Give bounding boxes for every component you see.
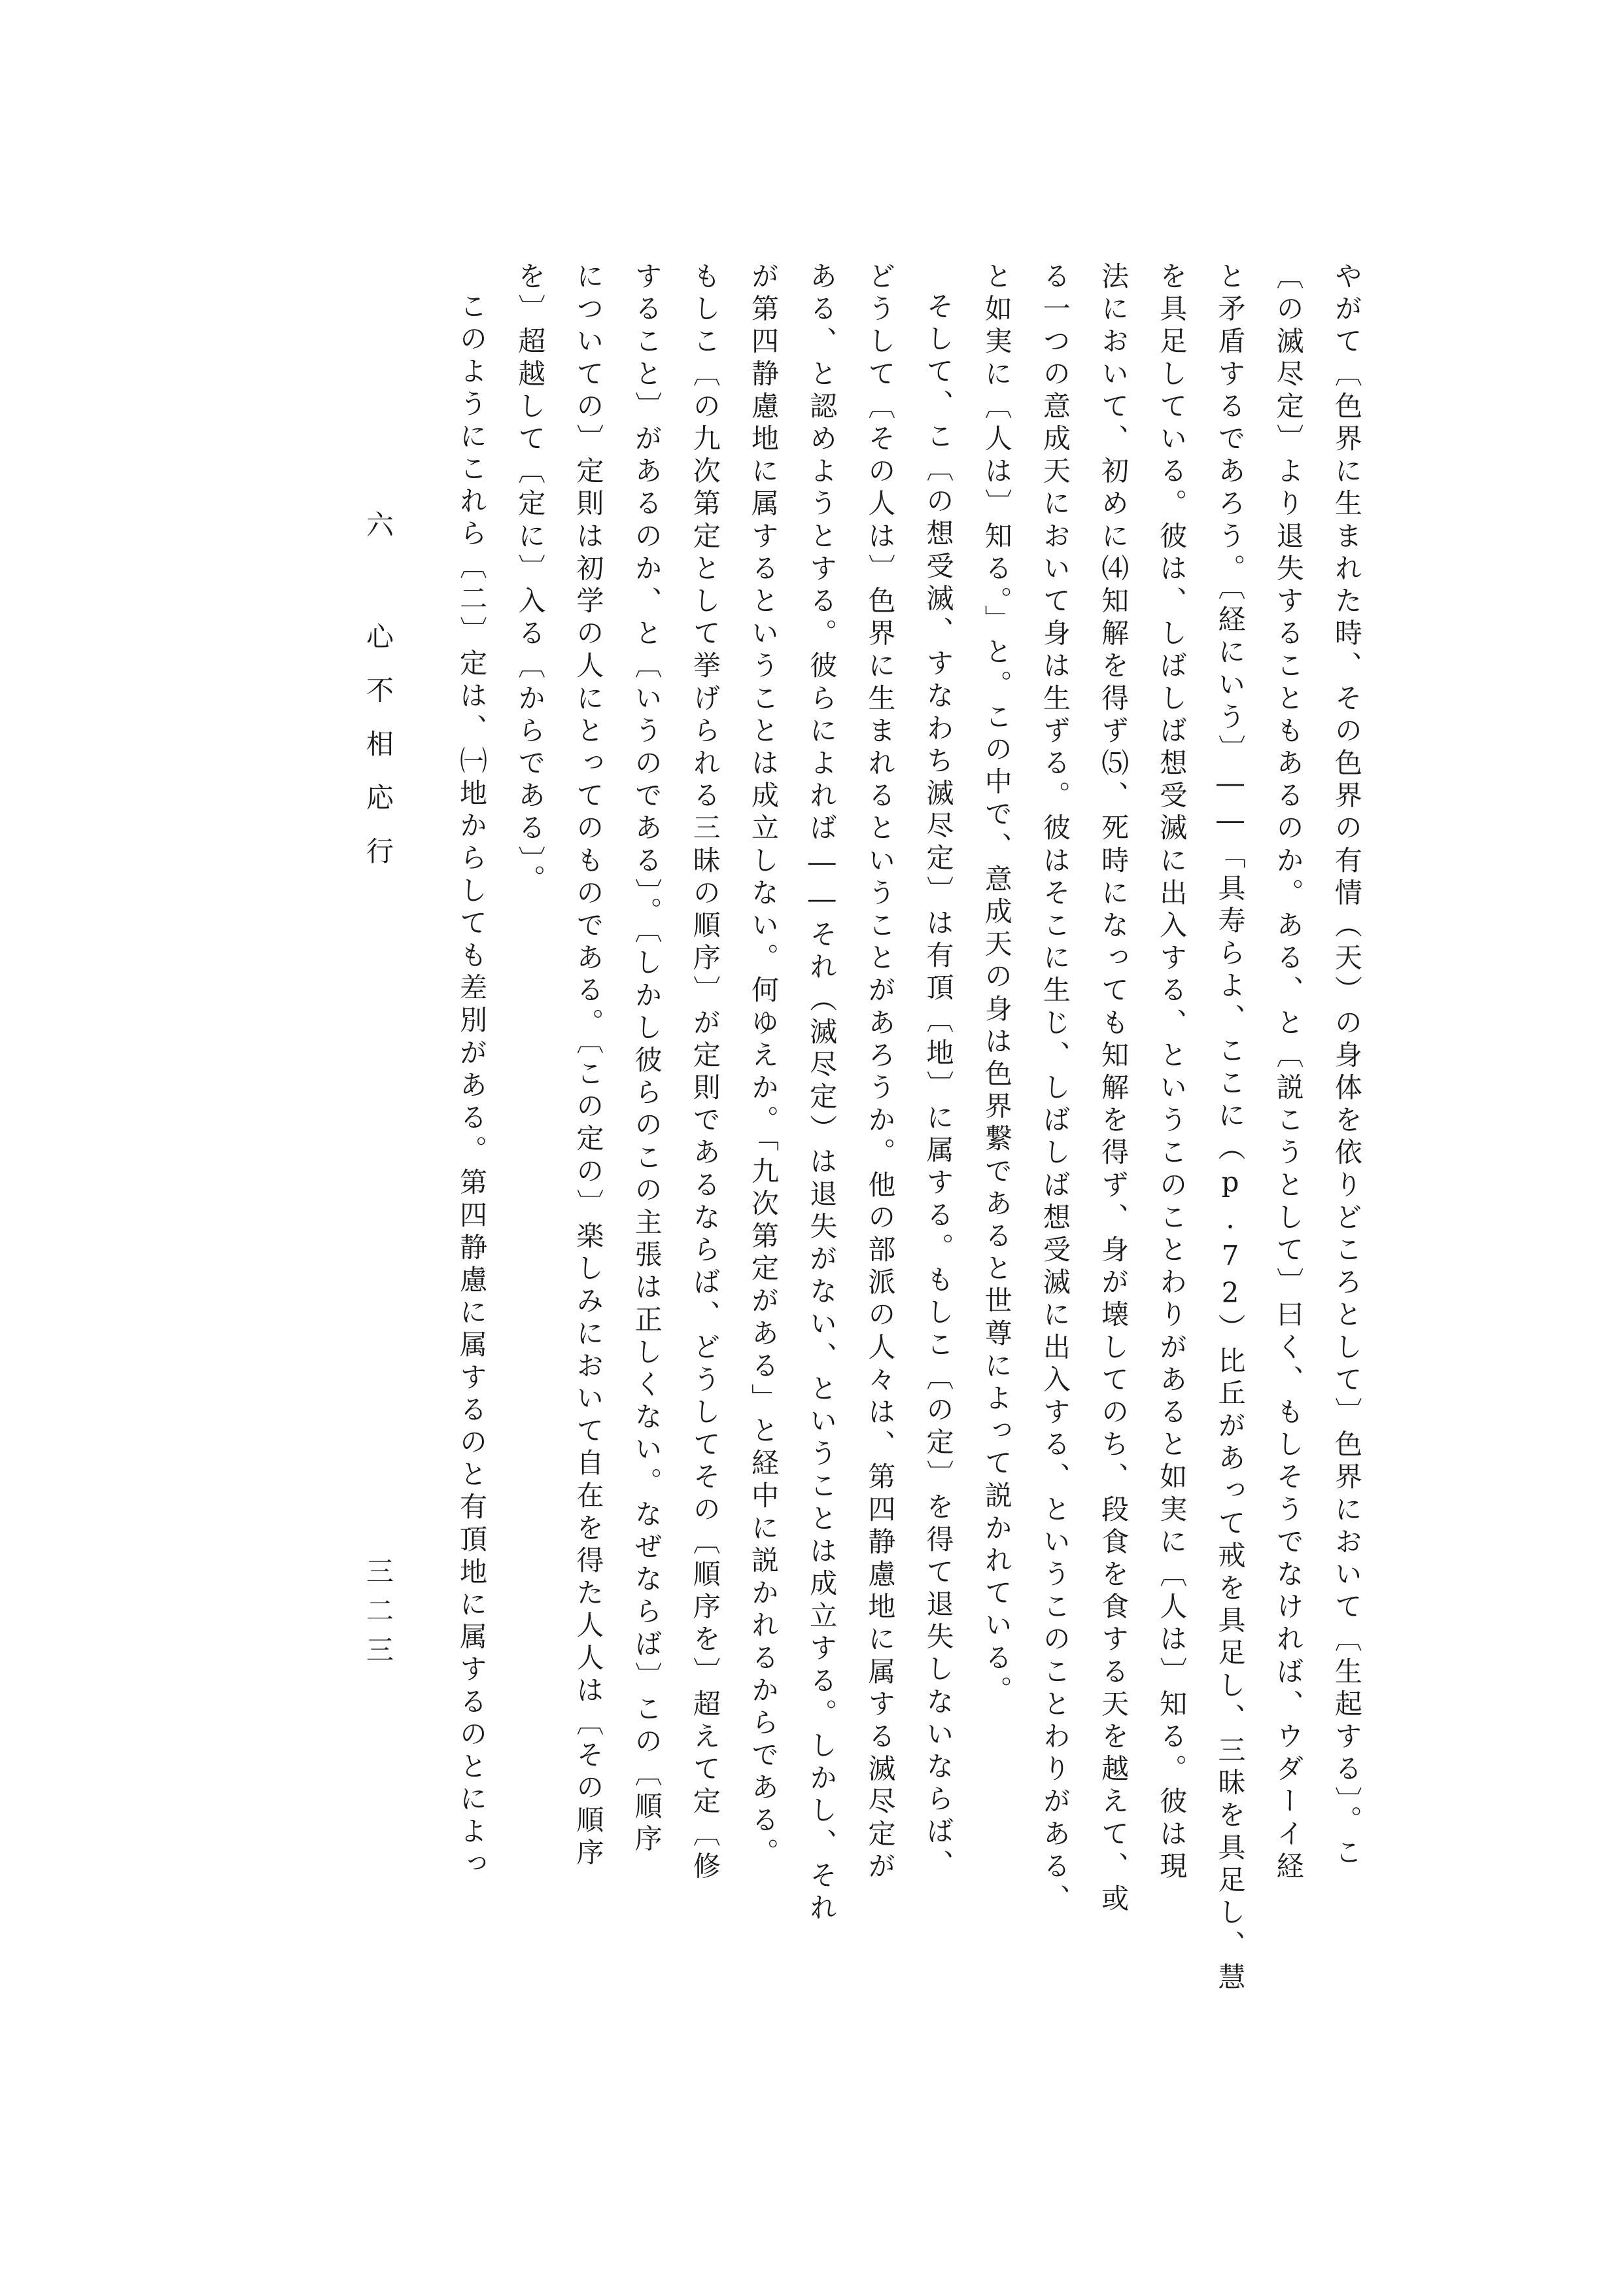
text-line: 〔の滅尽定〕より退失することもあるのか。ある、と〔説こうとして〕曰く、もしそうでなければ、ウダーイ経 (1272, 262, 1305, 1884)
text-line: ある、と認めようとする。彼らによれば――それ（滅尽定）は退失がない、ということは成立する。しかし、それ (806, 262, 838, 1926)
text-line: が第四静慮地に属するということは成立しない。何ゆえか。「九次第定がある」と経中に説かれるからである。 (747, 262, 780, 1870)
text-line: そして、こ〔の想受滅、すなわち滅尽定〕は有頂〔地〕に属する。もしこ〔の定〕を得て退失しないならば、 (922, 292, 955, 1882)
page-number: 三二三 (362, 1557, 394, 1675)
text-line: と如実に〔人は〕知る。」と。この中で、意成天の身は色界繋であると世尊によって説かれている。 (980, 262, 1013, 1708)
running-title: 六 心不相応行 (362, 510, 394, 890)
text-line: 法において、初めに⑷知解を得ず⑸、死時になっても知解を得ず、身が壊してのち、段食を食する天を越えて、或 (1097, 262, 1130, 1917)
text-line: このようにこれら〔二〕定は、㈠地からしても差別がある。第四静慮に属するのと有頂地に属するのとによっ (456, 292, 488, 1882)
text-line: る一つの意成天において身は生ずる。彼はそこに生じ、しばしば想受滅に出入する、というこのことわりがある、 (1039, 262, 1071, 1917)
text-line: を〕超越して〔定に〕入る〔からである〕。 (514, 262, 547, 897)
text-line: もしこ〔の九次第定として挙げられる三昧の順序〕が定則であるならば、どうしてその〔順序を〕超えて定〔修 (689, 262, 721, 1884)
text-line: を具足している。彼は、しばしば想受滅に出入する、というこのことわりがあると如実に〔人は〕知る。彼は現 (1156, 262, 1188, 1884)
text-line: についての〕定則は初学の人にとってのものである。〔この定の〕楽しみにおいて自在を得た人人は〔その順序 (572, 262, 605, 1870)
text-line: どうして〔その人は〕色界に生まれるということがあろうか。他の部派の人々は、第四静慮地に属する滅尽定が (864, 262, 897, 1884)
text-line: やがて〔色界に生まれた時、その色界の有情（天）の身体を依りどころとして〕色界において〔生起する〕。こ (1330, 262, 1363, 1870)
page-footer (358, 510, 398, 1949)
text-line: と矛盾するであろう。〔経にいう〕――「具寿らよ、ここに（p.72）比丘があって戒を具足し、三昧を具足し、慧 (1214, 262, 1247, 1995)
text-line: すること〕があるのか、と〔いうのである〕。〔しかし彼らのこの主張は正しくない。なぜならば〕この〔順序 (631, 262, 663, 1856)
body-text (456, 262, 1363, 1995)
